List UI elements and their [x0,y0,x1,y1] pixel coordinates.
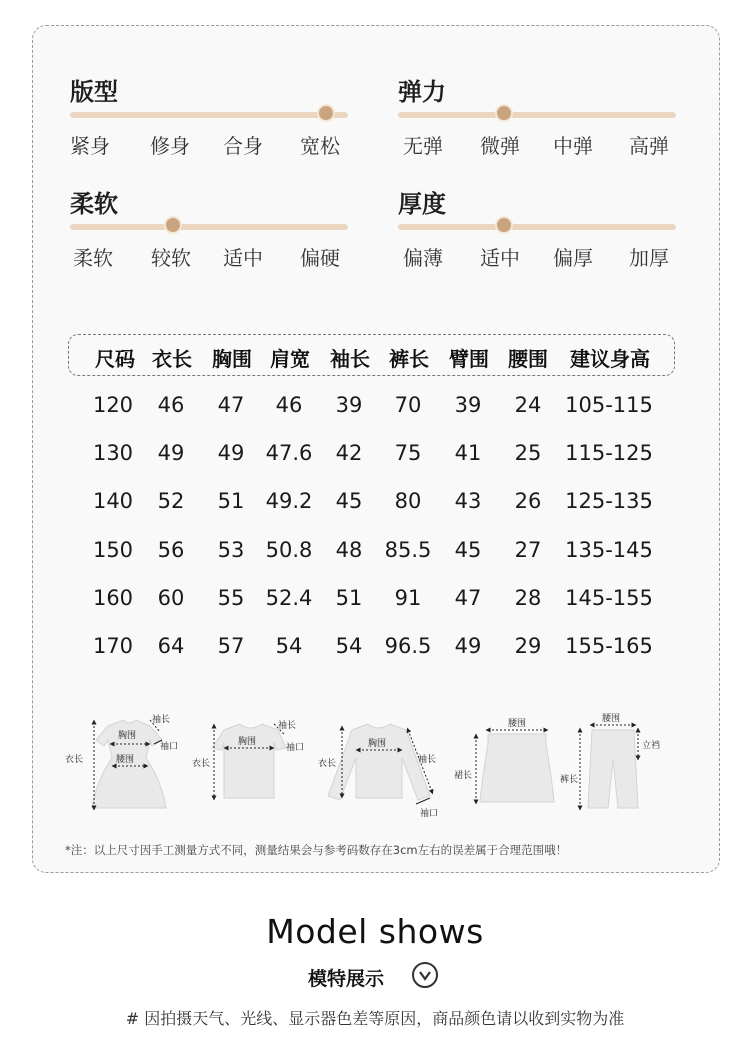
table-cell: 45 [335,489,363,513]
scale-label: 适中 [480,246,520,270]
header-size: 尺码 [95,347,135,371]
label-sleeve: 袖长 [278,721,297,731]
label-chest: 胸围 [238,737,257,747]
table-cell: 160 [92,586,134,610]
scale-label: 较软 [151,246,191,270]
table-cell: 115-125 [565,441,653,465]
table-cell: 46 [157,393,185,417]
scale-label: 偏硬 [300,246,340,270]
color-disclaimer: # 因拍摄天气、光线、显示器色差等原因，商品颜色请以收到实物为准 [125,1009,625,1028]
scale-label: 无弹 [403,134,443,158]
chevron-down-circle-icon [412,962,438,988]
label-length: 衣长 [318,759,337,769]
size-table-header [68,334,675,376]
header-shoulder: 肩宽 [270,347,310,371]
table-cell: 125-135 [565,489,653,513]
table-cell: 51 [217,489,245,513]
scale-label: 微弹 [480,134,520,158]
attribute-scale-labels [398,242,698,272]
table-cell: 96.5 [384,634,432,658]
label-skirt-length: 裙长 [454,771,473,781]
table-cell: 150 [92,538,134,562]
label-chest: 胸围 [118,731,137,741]
table-cell: 120 [92,393,134,417]
scale-label: 适中 [223,246,263,270]
table-cell: 57 [217,634,245,658]
table-cell: 27 [514,538,542,562]
dress-diagram [65,713,178,808]
table-cell: 130 [92,441,134,465]
table-row [0,489,750,529]
label-pants-length: 裤长 [560,775,579,785]
label-waist: 腰围 [116,755,135,765]
table-cell: 49 [217,441,245,465]
header-arm: 臂围 [449,347,489,371]
label-rise: 立裆 [642,741,661,751]
table-cell: 135-145 [565,538,653,562]
attribute-scale-labels [70,130,370,160]
scale-label: 中弹 [553,134,593,158]
label-length: 衣长 [65,755,84,765]
scale-label: 柔软 [73,246,113,270]
scale-label: 合身 [223,134,263,158]
slider-knob [164,216,182,234]
header-length: 衣长 [152,347,192,371]
table-cell: 50.8 [265,538,313,562]
table-cell: 39 [335,393,363,417]
header-pants-length: 裤长 [389,347,429,371]
table-cell: 49.2 [265,489,313,513]
table-cell: 42 [335,441,363,465]
scale-label: 偏薄 [403,246,443,270]
table-cell: 25 [514,441,542,465]
table-cell: 45 [454,538,482,562]
pants-diagram [560,713,660,808]
table-cell: 51 [335,586,363,610]
table-cell: 47.6 [265,441,313,465]
table-cell: 54 [335,634,363,658]
attribute-slider [70,224,348,230]
label-cuff: 袖口 [420,809,439,819]
table-cell: 52 [157,489,185,513]
table-cell: 49 [454,634,482,658]
table-cell: 85.5 [384,538,432,562]
table-row [0,586,750,626]
header-sleeve: 袖长 [330,347,370,371]
table-cell: 155-165 [565,634,653,658]
header-waist: 腰围 [508,347,548,371]
label-waist: 腰围 [602,714,621,724]
label-waist: 腰围 [508,719,527,729]
table-cell: 75 [394,441,422,465]
label-cuff: 袖口 [160,742,179,752]
header-height: 建议身高 [570,347,650,371]
scale-label: 紧身 [70,134,110,158]
attribute-title: 柔软 [70,190,118,218]
scale-label: 修身 [150,134,190,158]
table-cell: 28 [514,586,542,610]
header-chest: 胸围 [212,347,252,371]
table-cell: 70 [394,393,422,417]
scale-label: 偏厚 [553,246,593,270]
table-cell: 145-155 [565,586,653,610]
attribute-slider [70,112,348,118]
table-cell: 47 [454,586,482,610]
table-row [0,393,750,433]
table-row [0,634,750,674]
table-cell: 55 [217,586,245,610]
scale-label: 加厚 [629,246,669,270]
table-cell: 41 [454,441,482,465]
table-row [0,441,750,481]
slider-knob [495,104,513,122]
table-cell: 24 [514,393,542,417]
label-chest: 胸围 [368,739,387,749]
table-cell: 52.4 [265,586,313,610]
table-cell: 64 [157,634,185,658]
label-sleeve: 袖长 [152,715,171,725]
attribute-title: 版型 [70,78,118,106]
table-cell: 53 [217,538,245,562]
table-cell: 140 [92,489,134,513]
table-cell: 54 [275,634,303,658]
table-cell: 46 [275,393,303,417]
label-cuff: 袖口 [286,743,305,753]
sweater-diagram [318,724,438,819]
attribute-title: 弹力 [398,78,446,106]
table-cell: 60 [157,586,185,610]
scale-label: 高弹 [629,134,669,158]
table-cell: 105-115 [565,393,653,417]
slider-knob [317,104,335,122]
table-cell: 56 [157,538,185,562]
attribute-slider [398,112,676,118]
slider-knob [495,216,513,234]
model-section-subtitle: 模特展示 [308,968,385,990]
tshirt-diagram [192,719,304,798]
table-cell: 80 [394,489,422,513]
table-cell: 47 [217,393,245,417]
table-cell: 49 [157,441,185,465]
scale-label: 宽松 [300,134,340,158]
skirt-diagram [454,718,554,802]
table-cell: 91 [394,586,422,610]
measurement-note: *注：以上尺寸因手工测量方式不同，测量结果会与参考码数存在3cm左右的误差属于合理范围哦！ [65,843,568,857]
attribute-scale-labels [70,242,370,272]
attribute-slider [398,224,676,230]
attribute-title: 厚度 [398,190,446,218]
table-cell: 48 [335,538,363,562]
measurement-diagrams [0,700,750,830]
label-length: 衣长 [192,759,211,769]
label-sleeve: 袖长 [418,755,437,765]
table-row [0,538,750,578]
model-section-title: Model shows [266,912,484,951]
table-cell: 170 [92,634,134,658]
table-cell: 39 [454,393,482,417]
attribute-scale-labels [398,130,698,160]
table-cell: 26 [514,489,542,513]
table-cell: 29 [514,634,542,658]
table-cell: 43 [454,489,482,513]
